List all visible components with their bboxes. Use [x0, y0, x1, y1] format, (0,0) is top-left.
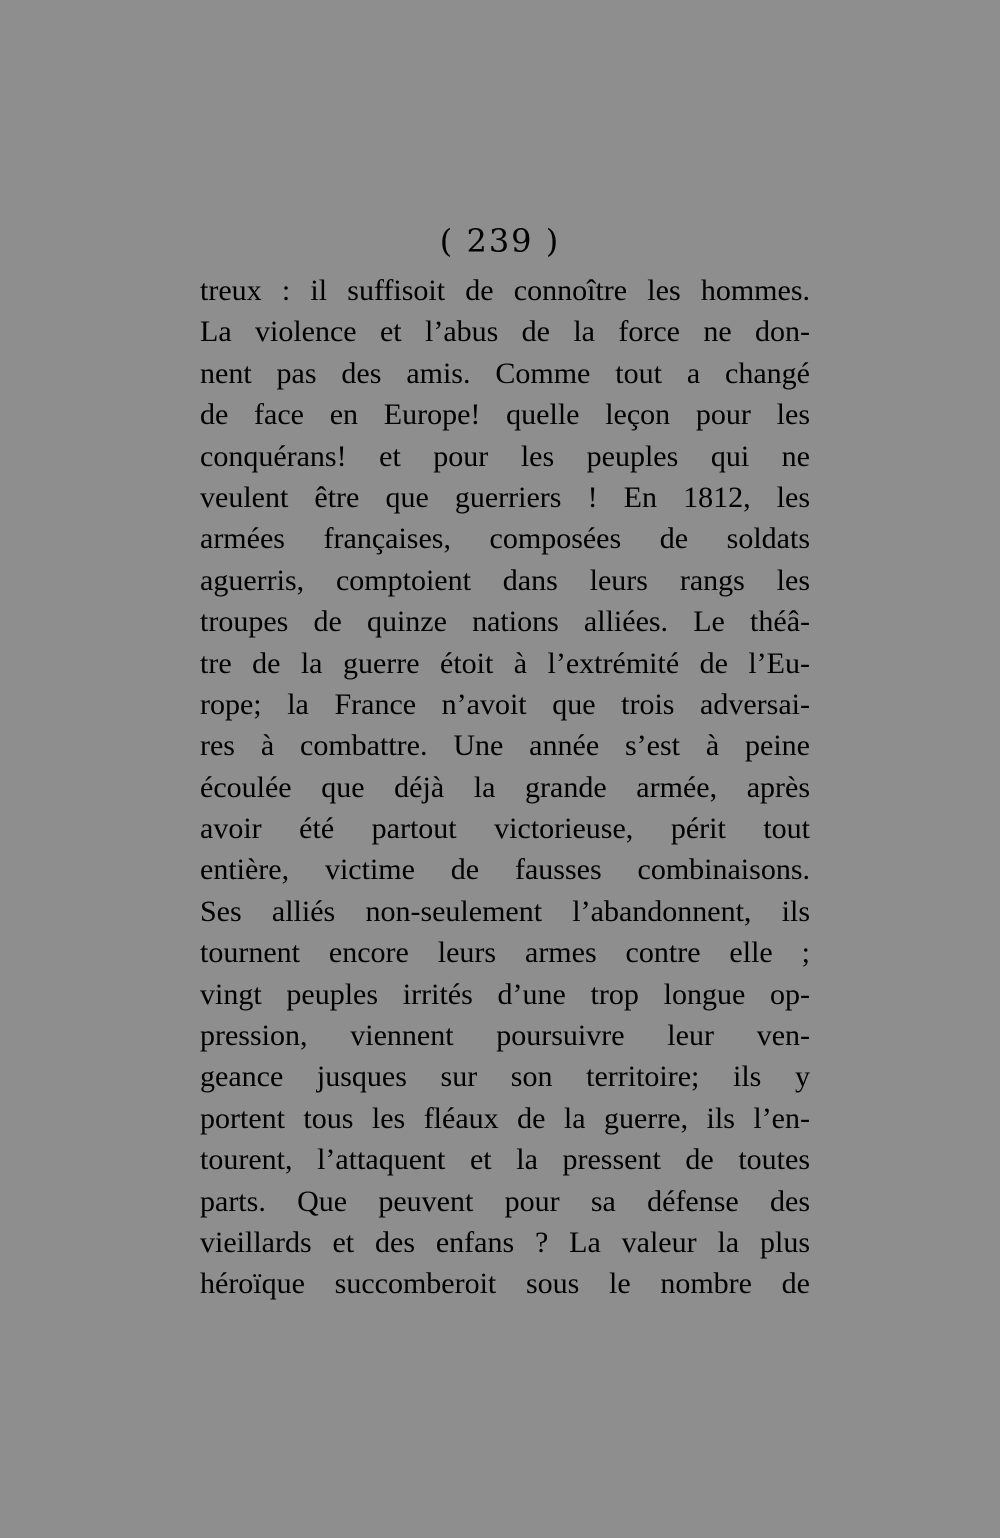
- text-line: de face en Europe! quelle leçon pour les: [200, 398, 810, 432]
- text-line: vingt peuples irrités d’une trop longue op-: [200, 977, 810, 1011]
- text-line: geance jusques sur son territoire; ils y: [200, 1060, 810, 1094]
- text-line: rope; la France n’avoit que trois adversai-: [200, 687, 810, 721]
- text-line: tournent encore leurs armes contre elle ;: [200, 936, 810, 970]
- body-text: [200, 270, 810, 1305]
- text-line: tre de la guerre étoit à l’extrémité de l’Eu-: [200, 646, 810, 680]
- text-line: res à combattre. Une année s’est à peine: [200, 729, 810, 763]
- text-line: veulent être que guerriers ! En 1812, les: [200, 480, 810, 514]
- text-line: La violence et l’abus de la force ne don-: [200, 315, 810, 349]
- text-line: entière, victime de fausses combinaisons.: [200, 853, 810, 887]
- text-line: conquérans! et pour les peuples qui ne: [200, 439, 810, 473]
- text-line: armées françaises, composées de soldats: [200, 522, 810, 556]
- text-line: parts. Que peuvent pour sa défense des: [200, 1184, 810, 1218]
- text-line: héroïque succomberoit sous le nombre de: [200, 1267, 810, 1301]
- text-line: treux : il suffisoit de connoître les hommes.: [200, 274, 810, 307]
- text-line: aguerris, comptoient dans leurs rangs les: [200, 563, 810, 597]
- text-line: avoir été partout victorieuse, périt tout: [200, 812, 810, 846]
- text-line: pression, viennent poursuivre leur ven-: [200, 1019, 810, 1053]
- text-line: nent pas des amis. Comme tout a changé: [200, 356, 810, 390]
- text-line: Ses alliés non-seulement l’abandonnent, ils: [200, 894, 810, 928]
- text-line: écoulée que déjà la grande armée, après: [200, 770, 810, 804]
- text-line: troupes de quinze nations alliées. Le théâ-: [200, 605, 810, 639]
- text-line: portent tous les fléaux de la guerre, ils l’en-: [200, 1101, 810, 1135]
- text-line: tourent, l’attaquent et la pressent de toutes: [200, 1143, 810, 1177]
- text-line: vieillards et des enfans ? La valeur la plus: [200, 1225, 810, 1259]
- page-number: ( 239 ): [439, 222, 561, 260]
